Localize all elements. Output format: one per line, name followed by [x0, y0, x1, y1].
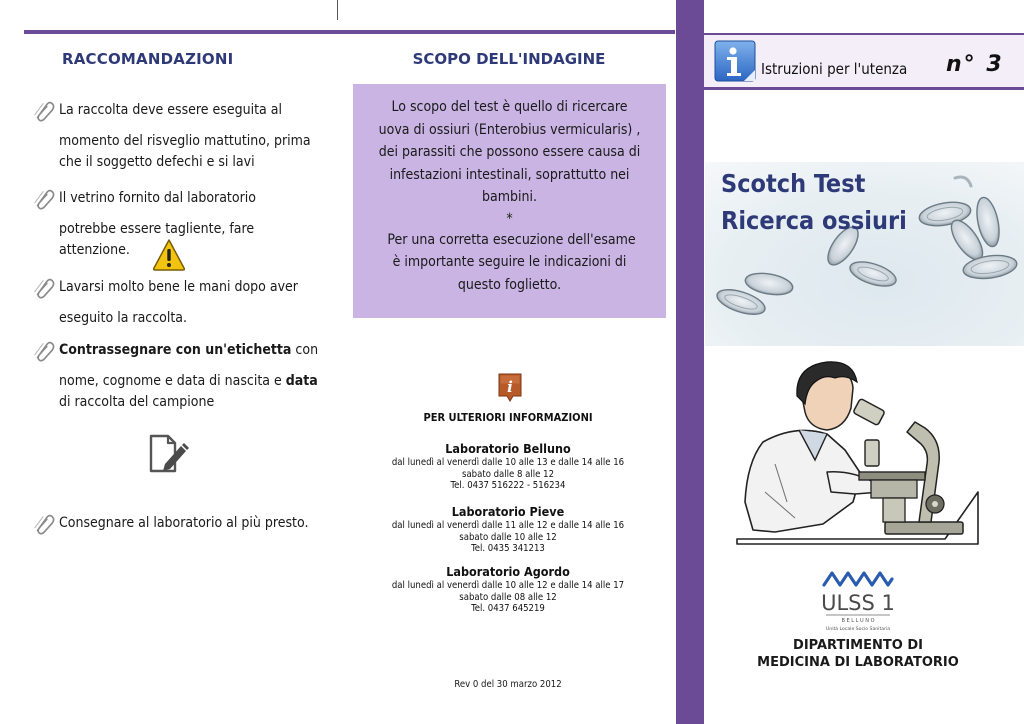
paperclip-icon	[32, 340, 56, 362]
lab-name: Laboratorio Belluno	[445, 441, 571, 456]
date-emphasis: data	[285, 373, 318, 389]
recommendation-item	[32, 277, 342, 329]
paperclip-icon	[32, 188, 56, 210]
recommendation-line: attenzione.	[59, 242, 130, 258]
lab-phone: Tel. 0435 341213	[471, 543, 545, 554]
scope-line: bambini.	[482, 189, 537, 205]
instructions-label: Istruzioni per l'utenza	[761, 60, 908, 78]
paperclip-icon	[32, 100, 56, 122]
lab-name: Laboratorio Pieve	[451, 504, 565, 519]
leaflet-number: n° 3	[946, 52, 1004, 77]
cover-header-rule	[704, 87, 1024, 90]
cover-title-line: Scotch Test	[721, 169, 866, 198]
scope-title: SCOPO DELL'INDAGINE	[412, 50, 606, 68]
scope-box	[353, 84, 666, 318]
department-name	[740, 637, 976, 671]
scope-line: è importante seguire le indicazioni di	[392, 254, 627, 270]
scope-line: infestazioni intestinali, soprattutto nei	[389, 166, 630, 183]
fold-band	[676, 0, 704, 724]
recommendation-line: Lavarsi molto bene le mani dopo aver	[59, 279, 298, 295]
cover-header-rule	[704, 33, 1024, 35]
lab-phone: Tel. 0437 645219	[471, 603, 545, 614]
top-divider	[24, 30, 675, 34]
label-instruction: Contrassegnare con un'etichetta	[59, 342, 292, 358]
edit-document-icon	[148, 434, 190, 474]
lab-saturday: sabato dalle 8 alle 12	[461, 468, 555, 480]
recommendation-line: potrebbe essere tagliente, fare	[59, 221, 255, 237]
logo-caption: Unità Locale Socio Sanitaria	[825, 627, 891, 632]
scope-line: questo foglietto.	[457, 276, 562, 293]
lab-hours: dal lunedì al venerdì dalle 10 alle 13 e dalle 14 alle 16	[391, 457, 625, 468]
paperclip-icon	[32, 277, 56, 299]
lab-saturday: sabato dalle 08 alle 12	[459, 591, 557, 603]
department-line: MEDICINA DI LABORATORIO	[757, 655, 959, 670]
scope-line: Lo scopo del test è quello di ricercare	[391, 99, 628, 115]
logo-subtitle: B E L L U N O	[841, 618, 875, 624]
paperclip-icon	[32, 513, 56, 535]
lab-name: Laboratorio Agordo	[446, 564, 570, 579]
lab-pieve	[352, 504, 664, 555]
lab-belluno	[352, 441, 664, 492]
recommendation-line: La raccolta deve essere eseguita al	[59, 102, 282, 118]
recommendation-text: nome, cognome e data di nascita e	[59, 373, 286, 389]
info-icon	[497, 372, 523, 402]
recommendation-item	[32, 340, 342, 413]
recommendation-item	[32, 188, 342, 261]
logo-text: ULSS 1	[821, 591, 895, 615]
scope-separator: *	[506, 210, 513, 227]
lab-phone: Tel. 0437 516222 - 516234	[450, 480, 566, 491]
ulss-logo	[820, 567, 896, 633]
recommendation-line: momento del risveglio mattutino, prima	[59, 133, 311, 149]
scope-line: uova di ossiuri (Enterobius vermicularis) ,	[378, 121, 641, 138]
warning-icon	[152, 238, 186, 272]
recommendation-line: che il soggetto defechi e si lavi	[59, 154, 255, 170]
recommendation-line: Consegnare al laboratorio al più presto.	[59, 515, 309, 531]
recommendation-text: con	[291, 342, 319, 358]
cover-title	[721, 165, 907, 239]
svg-text:i: i	[507, 378, 513, 396]
recommendation-line	[32, 371, 342, 392]
cover-title-line: Ricerca ossiuri	[721, 206, 907, 235]
fold-mark	[337, 0, 338, 20]
scope-line: Per una corretta esecuzione dell'esame	[383, 231, 636, 248]
info-icon	[714, 40, 756, 82]
department-line: DIPARTIMENTO DI	[793, 638, 923, 653]
recommendations-title: RACCOMANDAZIONI	[62, 50, 234, 68]
scientist-microscope-illustration	[735, 352, 980, 547]
lab-saturday: sabato dalle 10 alle 12	[459, 531, 557, 543]
revision-note: Rev 0 del 30 marzo 2012	[454, 679, 562, 690]
recommendation-item	[32, 513, 342, 534]
recommendation-item	[32, 100, 342, 173]
recommendation-line: di raccolta del campione	[59, 394, 215, 410]
recommendation-line	[32, 340, 342, 361]
more-info-title: PER ULTERIORI INFORMAZIONI	[423, 411, 593, 424]
recommendation-line: Il vetrino fornito dal laboratorio	[59, 190, 256, 206]
lab-hours: dal lunedì al venerdì dalle 10 alle 12 e dalle 14 alle 17	[391, 580, 625, 591]
recommendation-line: eseguito la raccolta.	[59, 310, 188, 326]
scope-line: dei parassiti che possono essere causa di	[378, 144, 641, 160]
lab-hours: dal lunedì al venerdì dalle 11 alle 12 e dalle 14 alle 16	[391, 520, 625, 531]
lab-agordo	[352, 564, 664, 615]
